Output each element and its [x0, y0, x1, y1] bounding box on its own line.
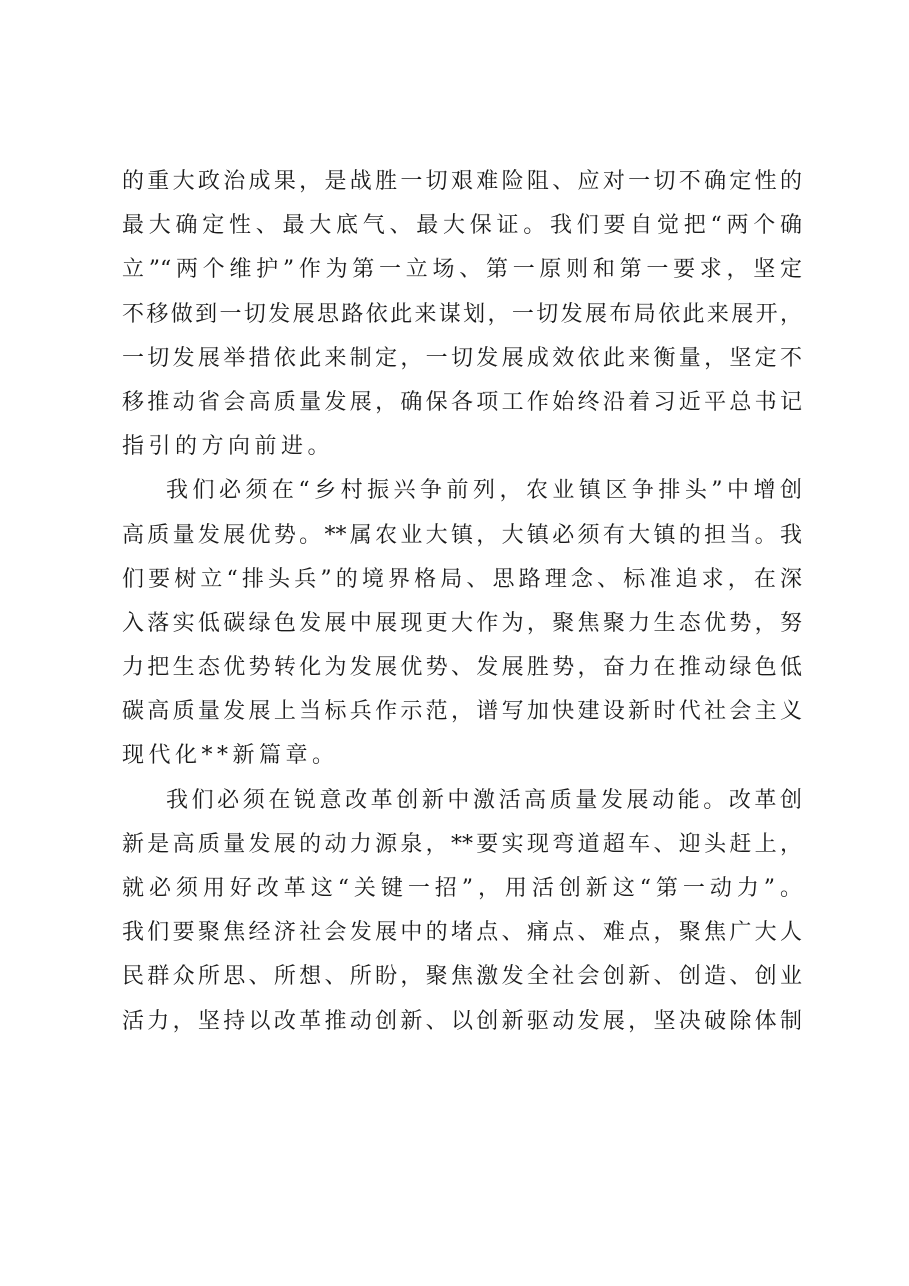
paragraph-2-line-2: 高质量发展优势。**属农业大镇，大镇必须有大镇的担当。我 [122, 522, 802, 548]
paragraph-3-line-5: 民群众所思、所想、所盼，聚焦激发全社会创新、创造、创业 [122, 964, 802, 990]
paragraph-1-line-3: 立”“两个维护”作为第一立场、第一原则和第一要求，坚定 [122, 257, 802, 283]
paragraph-1-line-6: 移推动省会高质量发展，确保各项工作始终沿着习近平总书记 [122, 389, 802, 415]
paragraph-3-line-4: 我们要聚焦经济社会发展中的堵点、痛点、难点，聚焦广大人 [122, 920, 802, 946]
paragraph-2-line-1: 我们必须在“乡村振兴争前列，农业镇区争排头”中增创 [166, 478, 802, 504]
paragraph-1-line-1: 的重大政治成果，是战胜一切艰难险阻、应对一切不确定性的 [122, 169, 802, 194]
paragraph-3-line-6: 活力，坚持以改革推动创新、以创新驱动发展，坚决破除体制 [122, 1008, 802, 1034]
paragraph-1-line-4: 不移做到一切发展思路依此来谋划，一切发展布局依此来展开， [122, 301, 802, 327]
paragraph-1-line-5: 一切发展举措依此来制定，一切发展成效依此来衡量，坚定不 [122, 345, 802, 371]
paragraph-2-line-5: 力把生态优势转化为发展优势、发展胜势，奋力在推动绿色低 [122, 655, 802, 681]
paragraph-2-line-7: 现代化**新篇章。 [122, 743, 339, 769]
paragraph-3-line-1: 我们必须在锐意改革创新中激活高质量发展动能。改革创 [166, 787, 802, 813]
paragraph-3-line-3: 就必须用好改革这“关键一招”，用活创新这“第一动力”。 [122, 876, 802, 901]
paragraph-1-line-7: 指引的方向前进。 [122, 434, 335, 460]
paragraph-3-line-2: 新是高质量发展的动力源泉，**要实现弯道超车、迎头赶上， [122, 831, 802, 857]
paragraph-2-line-6: 碳高质量发展上当标兵作示范，谱写加快建设新时代社会主义 [122, 699, 802, 725]
paragraph-2-line-4: 入落实低碳绿色发展中展现更大作为，聚焦聚力生态优势，努 [122, 610, 802, 636]
paragraph-2-line-3: 们要树立“排头兵”的境界格局、思路理念、标准追求，在深 [122, 566, 802, 592]
document-body [122, 160, 802, 1044]
paragraph-1-line-2: 最大确定性、最大底气、最大保证。我们要自觉把“两个确 [122, 213, 802, 239]
